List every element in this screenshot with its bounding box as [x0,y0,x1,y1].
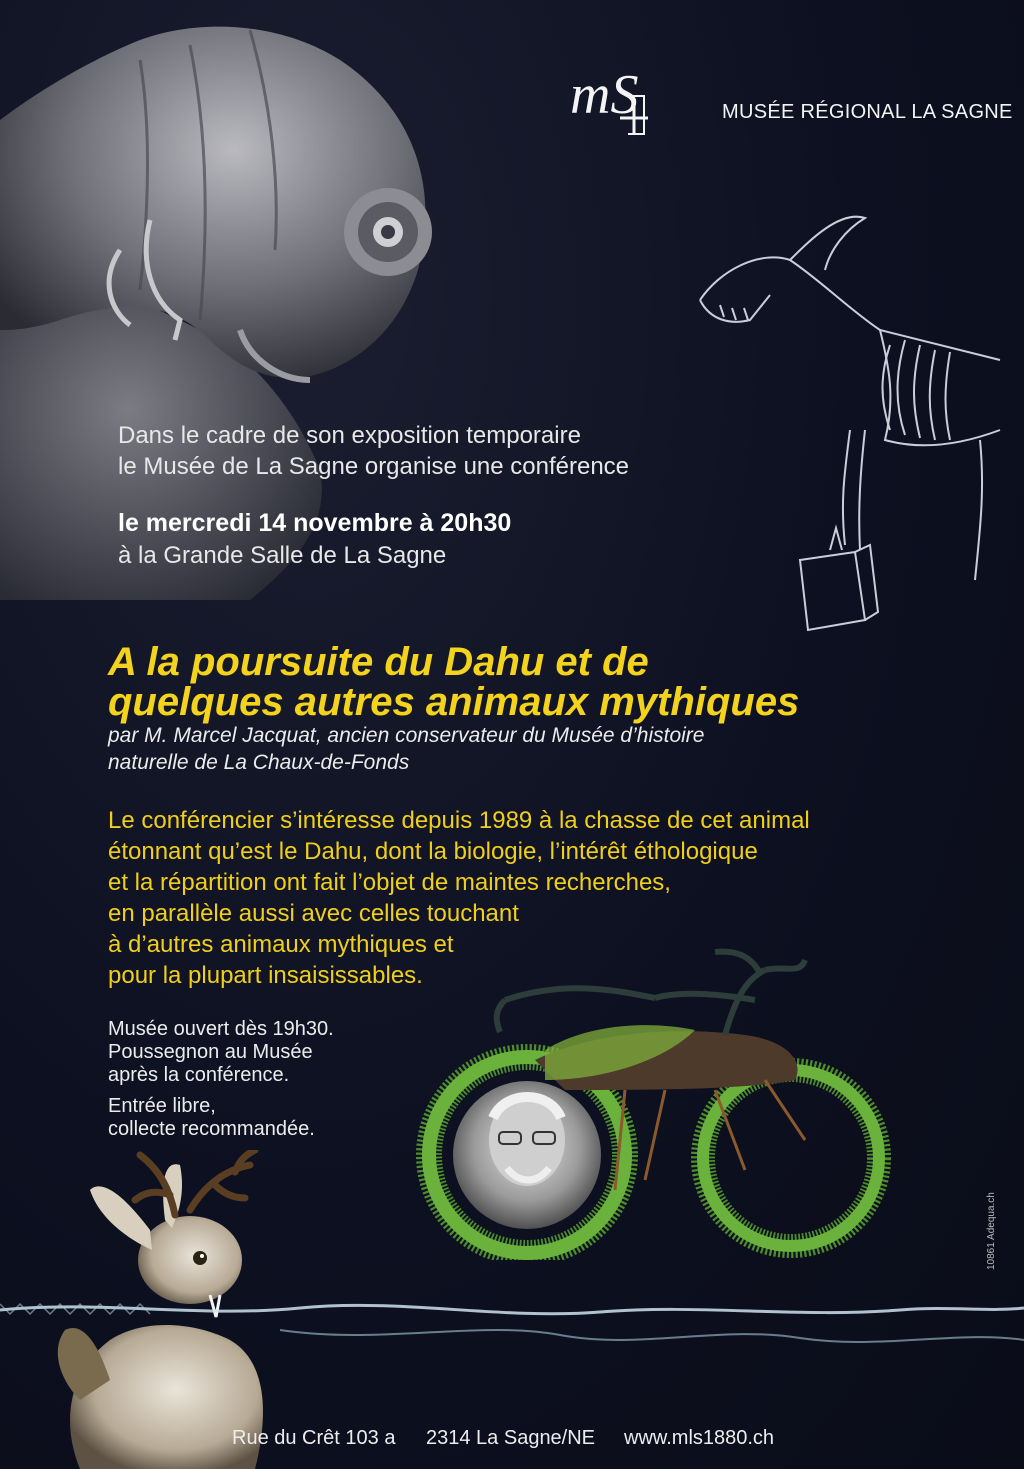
event-date: le mercredi 14 novembre à 20h30 [118,509,512,537]
speaker-line: par M. Marcel Jacquat, ancien conservateur du Musée d’histoire [108,724,705,747]
speaker-credit [108,722,868,776]
print-credit: 10861 Adequa.ch [986,1192,997,1270]
svg-text:mS: mS [570,64,639,126]
description-line: en parallèle aussi avec celles touchant [108,900,519,927]
speaker-line: naturelle de La Chaux-de-Fonds [108,751,410,774]
footer-address: Rue du Crêt 103 a [232,1427,396,1449]
intro-line: Dans le cadre de son exposition temporaire [118,422,581,449]
entry-info: Entrée libre, [108,1095,216,1117]
description-line: Le conférencier s’intéresse depuis 1989 à la chasse de cet animal [108,807,810,834]
title-line: quelques autres animaux mythiques [108,680,800,724]
description-line: à d’autres animaux mythiques et [108,931,454,958]
entry-info: collecte recommandée. [108,1118,315,1140]
skeleton-sketch [680,200,1024,650]
description-line: et la répartition ont fait l’objet de maintes recherches, [108,869,671,896]
museum-logo-icon [568,58,718,140]
insect-bicycle-illustration [415,940,915,1260]
museum-name: MUSÉE RÉGIONAL LA SAGNE [722,101,1013,123]
drink-info: Poussegnon au Musée [108,1041,313,1063]
intro-line: le Musée de La Sagne organise une conférence [118,453,630,480]
drink-info: après la conférence. [108,1064,290,1086]
practical-info [108,1018,334,1141]
footer-website[interactable]: www.mls1880.ch [624,1427,775,1449]
title-line: A la poursuite du Dahu et de [108,640,649,684]
vine-decoration [0,1290,1024,1370]
conference-title [108,642,968,722]
event-venue: à la Grande Salle de La Sagne [118,542,447,569]
description-line: pour la plupart insaisissables. [108,962,423,989]
footer-city: 2314 La Sagne/NE [426,1427,596,1449]
description-line: étonnant qu’est le Dahu, dont la biologie, l’intérêt éthologique [108,838,758,865]
opening-time: Musée ouvert dès 19h30. [108,1018,334,1040]
intro-text [118,420,629,482]
